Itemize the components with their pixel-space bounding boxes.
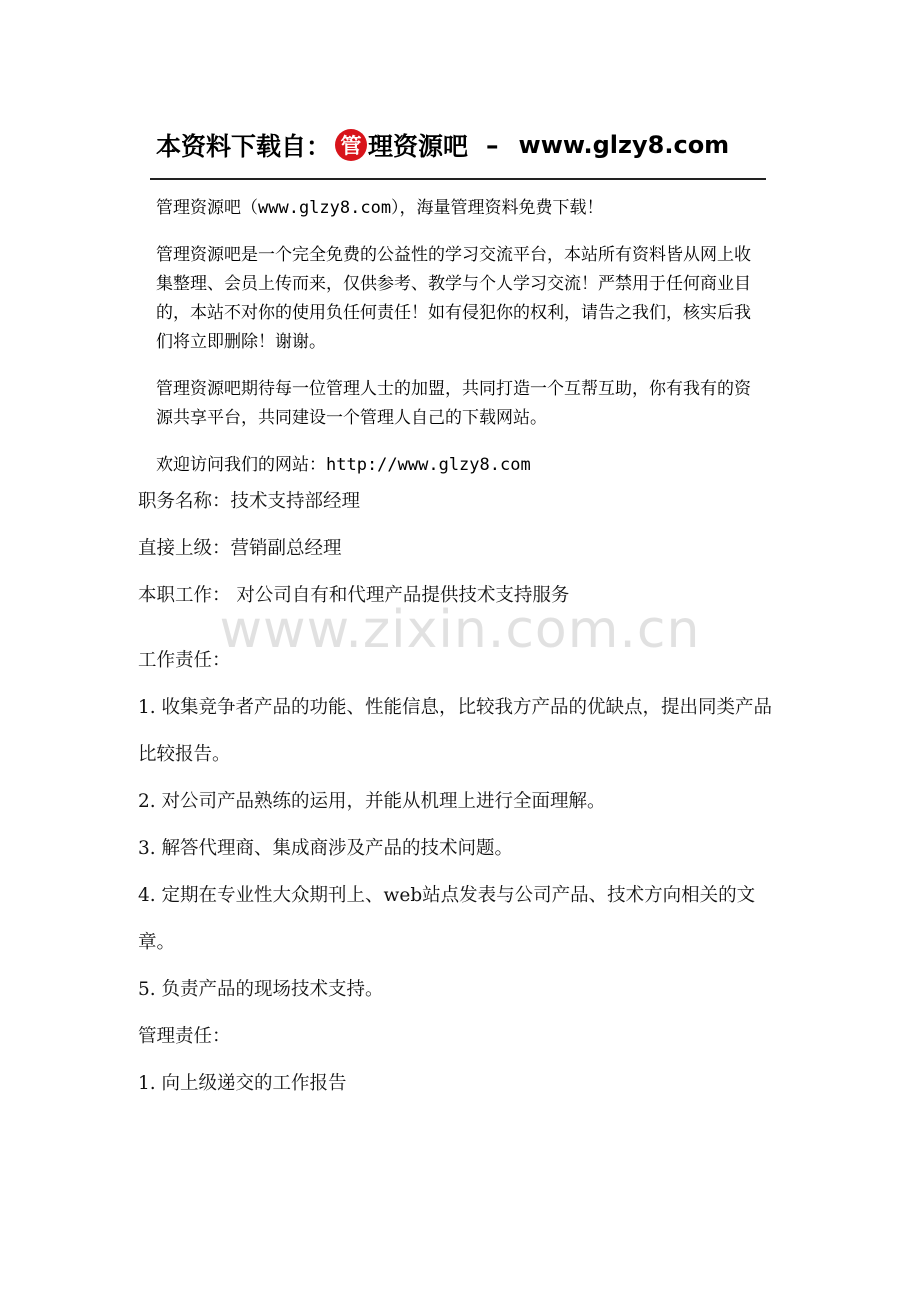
main-duty: 本职工作： 对公司自有和代理产品提供技术支持服务 xyxy=(138,585,570,606)
management-heading: 管理责任： xyxy=(138,1026,231,1047)
work-item: 2. 对公司产品熟练的运用，并能从机理上进行全面理解。 xyxy=(138,791,606,812)
management-item: 1. 向上级递交的工作报告 xyxy=(138,1073,347,1094)
work-item: 1. 收集竞争者产品的功能、性能信息，比较我方产品的优缺点，提出同类产品比较报告。 xyxy=(138,697,773,765)
banner-notice xyxy=(156,194,764,498)
banner-paragraph: 管理资源吧是一个完全免费的公益性的学习交流平台，本站所有资料皆从网上收集整理、会员上传而来，仅供参考、教学与个人学习交流！严禁用于任何商业目的，本站不对你的使用负任何责任！如有侵犯你的权利，请告之我们，核实后我们将立即删除！谢谢。 xyxy=(156,245,751,352)
supervisor: 直接上级：营销副总经理 xyxy=(138,538,342,559)
banner-prefix: 本资料下载自： xyxy=(156,132,332,161)
banner-paragraph: 管理资源吧期待每一位管理人士的加盟，共同打造一个互帮互助，你有我有的资源共享平台，共同建设一个管理人自己的下载网站。 xyxy=(156,379,751,428)
banner-dash: – xyxy=(486,130,499,160)
work-item: 5. 负责产品的现场技术支持。 xyxy=(138,979,384,1000)
banner-paragraph: 管理资源吧（www.glzy8.com），海量管理资料免费下载！ xyxy=(156,198,604,218)
job-title: 职务名称：技术支持部经理 xyxy=(138,491,361,512)
banner-site-url[interactable]: www.glzy8.com xyxy=(518,131,730,159)
banner-site-name: 理资源吧 xyxy=(368,132,469,161)
job-description xyxy=(138,478,788,1107)
banner-paragraph: 欢迎访问我们的网站：http://www.glzy8.com xyxy=(156,455,531,475)
work-item: 4. 定期在专业性大众期刊上、web站点发表与公司产品、技术方向相关的文章。 xyxy=(138,885,756,953)
download-banner xyxy=(150,120,770,475)
work-heading: 工作责任： xyxy=(138,650,231,671)
site-logo-icon: 管 xyxy=(335,129,367,161)
banner-divider xyxy=(150,178,766,180)
watermark: www.zixin.com.cn xyxy=(219,600,701,660)
banner-title xyxy=(150,120,770,170)
work-item: 3. 解答代理商、集成商涉及产品的技术问题。 xyxy=(138,838,514,859)
